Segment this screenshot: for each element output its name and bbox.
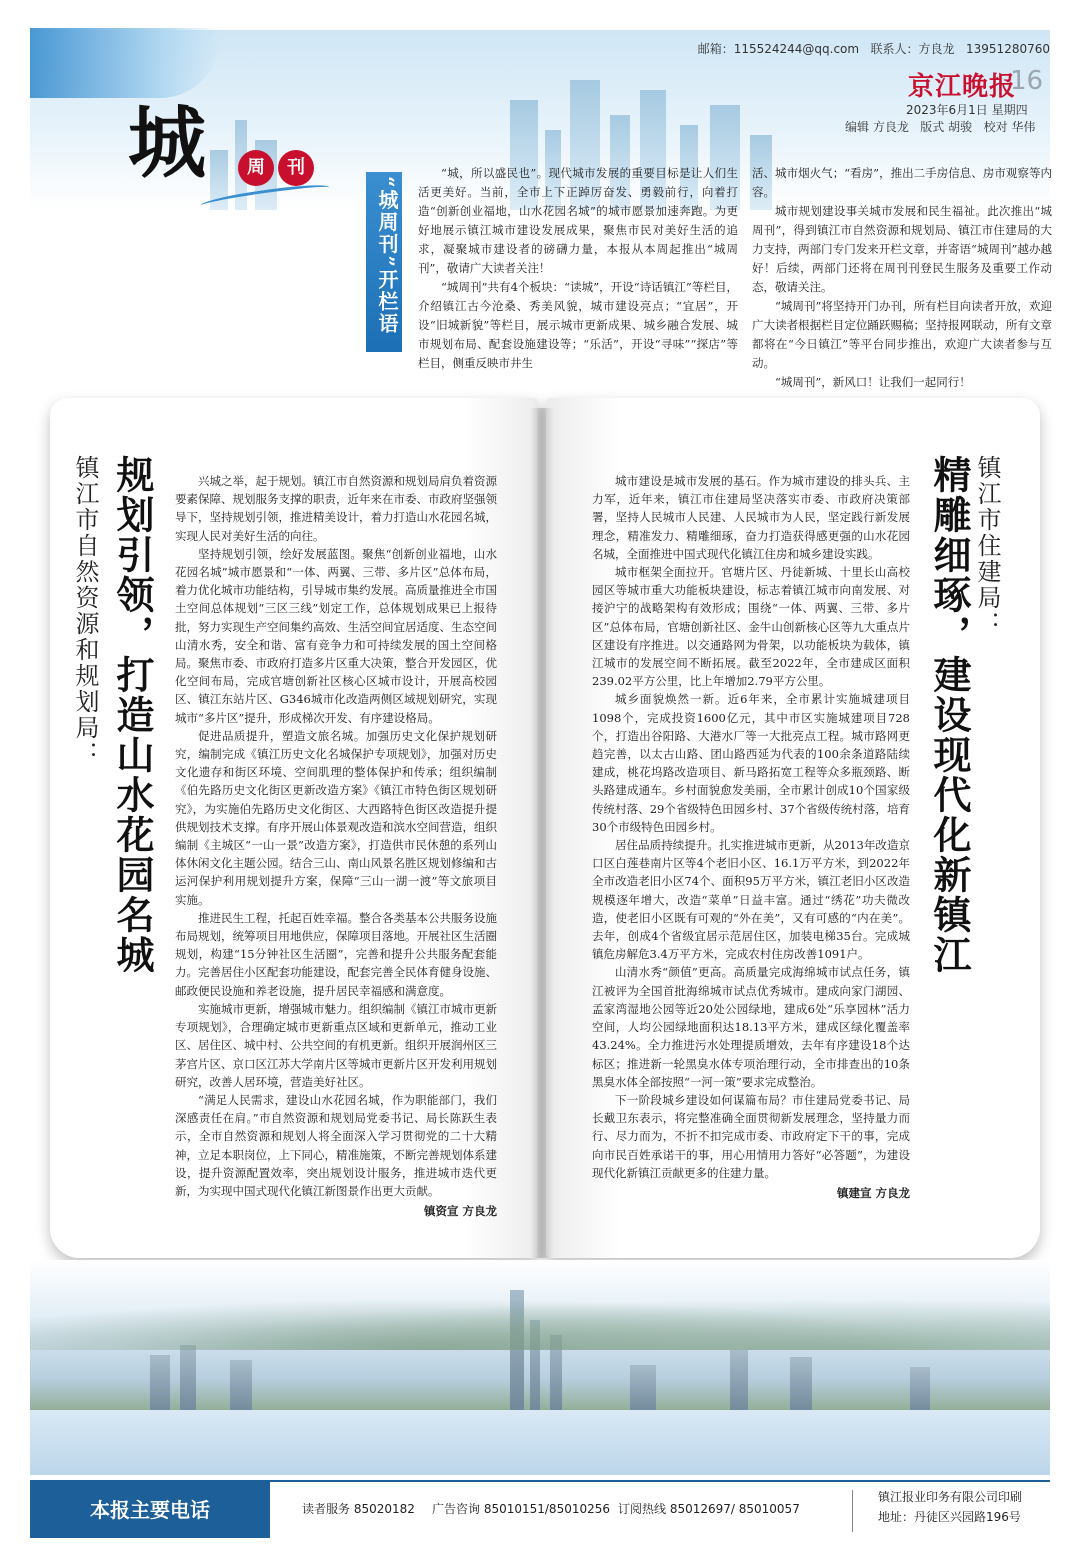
intro-column-2: [752, 164, 1052, 392]
intro-paragraph: “城，所以盛民也”。现代城市发展的重要目标是让人们生活更美好。当前，全市上下正踔厉奋发、勇毅前行，向着打造“创新创业福地，山水花园名城”的城市愿景加速奔跑。为更好地展示镇江城市建设发展成果，聚焦市民对美好生活的追求，凝聚城市建设者的磅礴力量，本报从本周起推出“城周刊”，敬请广大读者关注！: [418, 166, 738, 275]
intro-paragraph: 城市规划建设事关城市发展和民生福祉。此次推出“城周刊”，得到镇江市自然资源和规划局、镇江市住建局的大力支持，两部门专门发来开栏文章，并寄语“城周刊”越办越好！后续，两部门还将在周刊刊登民生服务及重要工作动态，敬请关注。: [752, 204, 1052, 294]
intro-title: “城周刊”开栏语: [375, 176, 399, 336]
reader-service-phone: 读者服务 85020182: [302, 1502, 415, 1516]
left-article-byline: 镇资宣 方良龙: [423, 1204, 497, 1219]
article-paragraph: 实施城市更新，增强城市魅力。组织编制《镇江市城市更新专项规划》，合理确定城市更新重点区域和更新单元，推动工业区、居住区、城中村、公共空间的有机更新。组织开展润州区三茅宫片区、京口区江苏大学南片区等城市更新片区开发利用规划研究，改善人居环境，营造美好社区。: [175, 1001, 497, 1089]
right-article-subtitle: 镇江市住建局：: [973, 455, 1001, 637]
page-number: 16: [1010, 66, 1044, 96]
article-paragraph: 城市框架全面拉开。官塘片区、丹徒新城、十里长山高校园区等城市重大功能板块建设，标志着镇江城市向南发展、对接沪宁的战略架构有效形成；围绕“一体、两翼、三带、多片区”总体布局，官塘创新社区、金牛山创新核心区等九大重点片区建设有序推进。以交通路网为骨架，以功能板块为载体，镇江城市的发展空间不断拓展。截至2022年，全市建成区面积239.02平方公里，比上年增加2.79平方公里。: [592, 565, 910, 689]
article-paragraph: 城市建设是城市发展的基石。作为城市建设的排头兵、主力军，近年来，镇江市住建局坚决落实市委、市政府决策部署，坚持人民城市人民建、人民城市为人民，坚定践行新发展理念，精准发力、精雕细琢，奋力打造获得感更强的山水花园名城，全面推进中国式现代化镇江住房和城乡建设实践。: [592, 474, 910, 561]
intro-paragraph: “城周刊”将坚持开门办刊，所有栏目向读者开放，欢迎广大读者根据栏目定位踊跃赐稿；坚持报网联动，所有文章都将在“今日镇江”等平台同步推出，欢迎广大读者参与互动。: [752, 299, 1052, 370]
intro-paragraph: 活、城市烟火气；“看房”，推出二手房信息、房市观察等内容。: [752, 166, 1052, 199]
article-paragraph: 坚持规划引领，绘好发展蓝图。聚焦“创新创业福地，山水花园名城”城市愿景和“一体、两翼、三带、多片区”总体布局，着力优化城市功能结构，引导城市集约发展。高质量推进全市国土空间总体规划“三区三线”划定工作，总体规划成果已上报待批，努力实现生产空间集约高效、生活空间宜居适度、生态空间山清水秀，安全和谐、富有竞争力和可持续发展的国土空间格局。聚焦市委、市政府打造多片区重大决策，整合开发园区，优化空间布局，完成官塘创新社区核心区城市设计，开展高校园区、镇江东站片区、G346城市化改造两侧区域规划研究，实现城市“多片区”提升，形成梯次开发、有序建设格局。: [175, 546, 497, 725]
printer-address: 地址：丹徒区兴园路196号: [878, 1510, 1021, 1524]
proofreader: 校对 华伟: [983, 120, 1036, 134]
contact-person: 联系人：方良龙: [870, 42, 955, 56]
right-article-headline: 精雕细琢，建设现代化新镇江: [927, 455, 972, 975]
article-paragraph: 山清水秀“颜值”更高。高质量完成海绵城市试点任务，镇江被评为全国首批海绵城市试点优秀城市。建成向家门湖园、孟家湾湿地公园等近20处公园绿地，建成6处“乐享园林”活力空间，人均公园绿地面积达18.13平方米，建成区绿化覆盖率43.24%。全力推进污水处理提质增效，去年有序建设18个达标区；推进新一轮黑臭水体专项治理行动，全市排查出的10条黑臭水体全部按照“一河一策”要求完成整治。: [592, 965, 910, 1089]
blue-swoosh-decoration: [30, 28, 220, 98]
right-article-body: [592, 472, 910, 1202]
issue-date: 2023年6月1日 星期四: [906, 103, 1028, 117]
left-article-headline: 规划引领，打造山水花园名城: [110, 455, 155, 975]
editor: 编辑 方良龙: [845, 120, 909, 134]
masthead-logo: 京江晚报: [908, 72, 1017, 102]
intro-column-1: [418, 164, 738, 373]
article-paragraph: 促进品质提升，塑造文旅名城。加强历史文化保护规划研究，编制完成《镇江历史文化名城保护专项规划》，加强对历史文化遗存和街区环境、空间肌理的整体保护和传承；组织编制《伯先路历史文化街区更新改造方案》《镇江市特色街区规划研究》，为实施伯先路历史文化街区、大西路特色街区改造提升提供规划技术支撑。有序开展山体景观改造和滨水空间营造，组织编制《主城区“一山一景”改造方案》，打造供市民休憩的系列山体休闲文化主题公园。结合三山、南山风景名胜区规划修编和古运河保护利用规划提升方案，保障“三山一湖一渡”等文旅项目实施。: [175, 728, 497, 907]
section-character: 城: [128, 98, 207, 189]
footer-divider: [852, 1490, 853, 1532]
section-seal-1: 周: [238, 150, 274, 186]
article-paragraph: 兴城之举，起于规划。镇江市自然资源和规划局肩负着资源要素保障、规划服务支撑的职责，近年来在市委、市政府坚强领导下，坚持规划引领，推进精美设计，着力打造山水花园名城，实现人民对美好生活的向往。: [175, 474, 497, 543]
printer-info: 镇江报业印务有限公司印刷: [878, 1490, 1023, 1504]
footer-title: 本报主要电话: [90, 1498, 210, 1522]
hills-decoration: [30, 1290, 1050, 1350]
layout-designer: 版式 胡骏: [920, 120, 973, 134]
ad-consult-phone: 广告咨询 85010151/85010256: [432, 1502, 611, 1516]
article-paragraph: 居住品质持续提升。扎实推进城市更新，从2013年改造京口区白莲巷南片区等4个老旧小区、16.1万平方米，到2022年全市改造老旧小区74个、面积95万平方米，镇江老旧小区改造规模逐年增大，改造“菜单”日益丰富。通过“绣花”功夫微改造，使老旧小区既有可观的“外在美”，又有可感的“内在美”。去年，创成4个省级宜居示范居住区，加装电梯35台。完成城镇危房解危3.4万平方米，完成农村住房改善1091户。: [592, 838, 910, 962]
river-water: [30, 1410, 1050, 1475]
intro-paragraph: “城周刊”，新风口！让我们一起同行！: [775, 375, 971, 389]
subscription-phone: 订阅热线 85012697/ 85010057: [618, 1502, 800, 1516]
intro-paragraph: “城周刊”共有4个板块：“读城”，开设“诗话镇江”等栏目，介绍镇江古今沧桑、秀美风貌，城市建设亮点；“宜居”，开设“旧城新貌”等栏目，展示城市更新成果、城乡融合发展、城市规划布局、配套设施建设等；“乐活”，开设“寻味”“探店”等栏目，侧重反映市井生: [418, 280, 738, 370]
article-paragraph: “满足人民需求，建设山水花园名城，作为职能部门，我们深感责任在肩。”市自然资源和规划局党委书记、局长陈跃生表示，全市自然资源和规划人将全面深入学习贯彻党的二十大精神，立足本职岗位，上下同心，精准施策，不断完善规划体系建设，提升资源配置效率，突出规划设计服务，推进城市迭代更新，为实现中国式现代化镇江新图景作出更大贡献。: [175, 1092, 497, 1198]
article-paragraph: 下一阶段城乡建设如何谋篇布局？市住建局党委书记、局长戴卫东表示，将完整准确全面贯彻新发展理念，坚持量力而行、尽力而为，不折不扣完成市委、市政府定下干的事，完成向市民百姓承诺干的事，用心用情用力答好“必答题”，为建设现代化新镇江贡献更多的住建力量。: [592, 1092, 910, 1180]
article-paragraph: 推进民生工程，托起百姓幸福。整合各类基本公共服务设施布局规划，统筹项目用地供应，保障项目落地。开展社区生活圈规划，构建“15分钟社区生活圈”，完善和提升公共服务配套能力。完善居住小区配套功能建设，配套完善全民体育健身设施、邮政便民设施和养老设施，提升居民幸福感和满意度。: [175, 910, 497, 998]
section-seal-2: 刊: [278, 150, 314, 186]
contact-line: [698, 40, 1050, 57]
contact-phone: 13951280760: [966, 42, 1050, 56]
book-spine: [530, 408, 554, 1258]
editor-credits: [845, 118, 1035, 135]
email: 邮箱：115524244@qq.com: [697, 42, 860, 56]
left-article-body: [175, 472, 497, 1220]
left-article-subtitle: 镇江市自然资源和规划局：: [71, 455, 99, 767]
right-article-byline: 镇建宣 方良龙: [836, 1185, 910, 1200]
article-paragraph: 城乡面貌焕然一新。近6年来，全市累计实施城建项目1098个，完成投资1600亿元，其中市区实施城建项目728个，打造出谷阳路、大港水厂等一大批亮点工程。城市路网更趋完善，以太古山路、团山路西延为代表的100余条道路陆续建成，桃花坞路改造项目、新马路拓宽工程等众多瓶颈路、断头路建成通车。乡村面貌愈发美丽，全市累计创成10个国家级传统村落、29个省级特色田园乡村、37个省级传统村落，培育30个市级特色田园乡村。: [592, 692, 910, 834]
